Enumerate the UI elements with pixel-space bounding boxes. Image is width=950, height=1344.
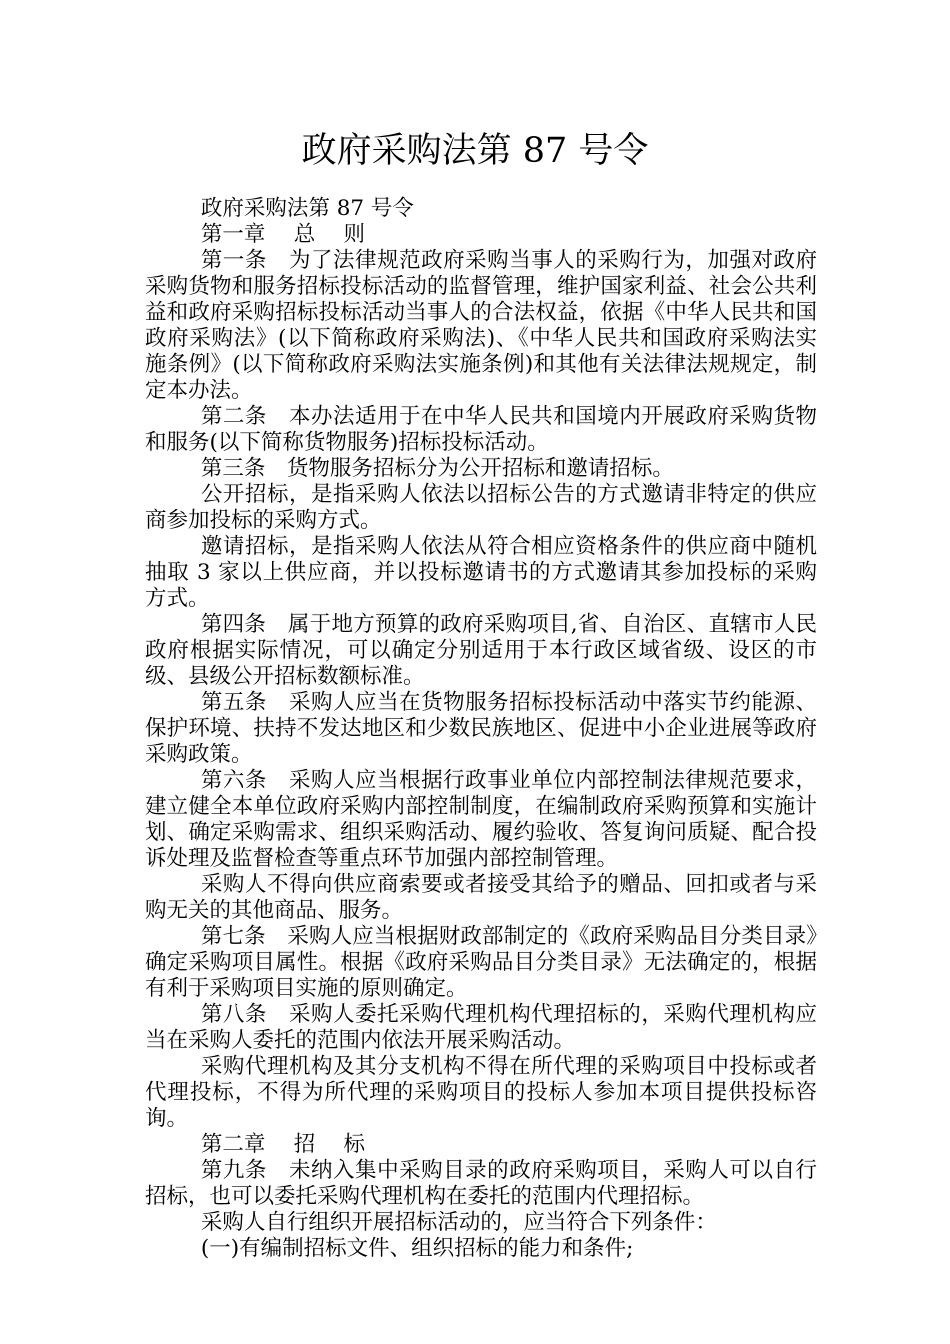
article-1: 第一条 为了法律规范政府采购当事人的采购行为，加强对政府采购货物和服务招标投标活动的监督管理，维护国家利益、社会公共利益和政府采购招标投标活动当事人的合法权益，依据《中华人民共和国政府采购法》(以下简称政府采购法)、《中华人民共和国政府采购法实施条例》(以下简称政府采购法实施条例)和其他有关法律法规规定，制定本办法。 <box>145 248 817 403</box>
article-9-paragraph-2: 采购人自行组织开展招标活动的，应当符合下列条件： <box>200 1210 717 1235</box>
document-title: 政府采购法第 87 号令 <box>301 131 649 171</box>
article-4: 第四条 属于地方预算的政府采购项目,省、自治区、直辖市人民政府根据实际情况，可以确定分别适用于本行政区域省级、设区的市级、县级公开招标数额标准。 <box>145 612 817 689</box>
article-8-paragraph-2: 采购代理机构及其分支机构不得在所代理的采购项目中投标或者代理投标，不得为所代理的采购项目的投标人参加本项目提供投标咨询。 <box>145 1054 817 1131</box>
article-6: 第六条 采购人应当根据行政事业单位内部控制法律规范要求，建立健全本单位政府采购内部控制制度，在编制政府采购预算和实施计划、确定采购需求、组织采购活动、履约验收、答复询问质疑、配合投诉处理及监督检查等重点环节加强内部控制管理。 <box>145 768 817 871</box>
subtitle-line: 政府采购法第 87 号令 <box>200 196 414 221</box>
article-9: 第九条 未纳入集中采购目录的政府采购项目，采购人可以自行招标，也可以委托采购代理机构在委托的范围内代理招标。 <box>145 1158 817 1209</box>
article-3-open-tender: 公开招标，是指采购人依法以招标公告的方式邀请非特定的供应商参加投标的采购方式。 <box>145 482 817 533</box>
article-9-item-1: (一)有编制招标文件、组织招标的能力和条件; <box>200 1236 634 1261</box>
article-5: 第五条 采购人应当在货物服务招标投标活动中落实节约能源、保护环境、扶持不发达地区和少数民族地区、促进中小企业进展等政府采购政策。 <box>145 690 817 767</box>
article-6-paragraph-2: 采购人不得向供应商索要或者接受其给予的赠品、回扣或者与采购无关的其他商品、服务。 <box>145 872 817 923</box>
article-8: 第八条 采购人委托采购代理机构代理招标的，采购代理机构应当在采购人委托的范围内依法开展采购活动。 <box>145 1002 817 1053</box>
article-3: 第三条 货物服务招标分为公开招标和邀请招标。 <box>200 456 674 481</box>
document-body <box>145 196 817 1262</box>
article-7: 第七条 采购人应当根据财政部制定的《政府采购品目分类目录》确定采购项目属性。根据《政府采购品目分类目录》无法确定的，根据有利于采购项目实施的原则确定。 <box>145 924 817 1001</box>
chapter-1-heading: 第一章 总 则 <box>200 222 366 247</box>
chapter-2-heading: 第二章 招 标 <box>200 1132 366 1157</box>
article-3-invited-tender: 邀请招标，是指采购人依法从符合相应资格条件的供应商中随机抽取 3 家以上供应商，并以投标邀请书的方式邀请其参加投标的采购方式。 <box>145 534 817 611</box>
article-2: 第二条 本办法适用于在中华人民共和国境内开展政府采购货物和服务(以下简称货物服务)招标投标活动。 <box>145 404 817 455</box>
